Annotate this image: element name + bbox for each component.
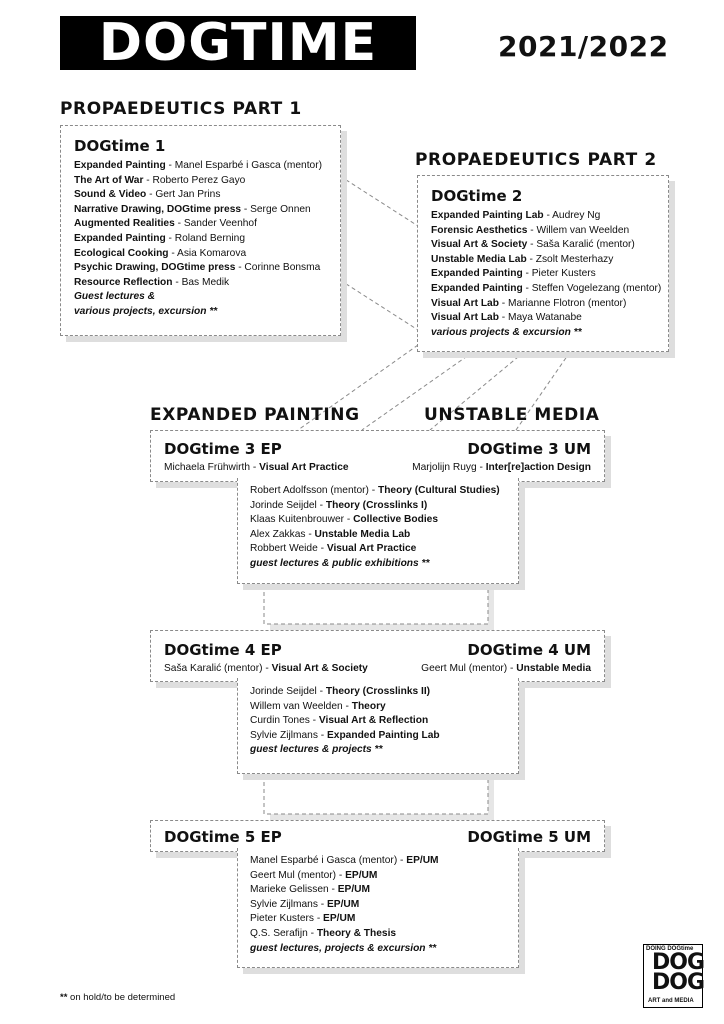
dogtime-5-um-title: DOGtime 5 UM: [467, 828, 591, 846]
list-item: Willem van Weelden - Theory: [250, 700, 386, 712]
list-item: Expanded Painting - Roland Berning: [74, 232, 245, 244]
section-propaedeutics-1: PROPAEDEUTICS PART 1: [60, 99, 302, 119]
dogtime-3-ep-title: DOGtime 3 EP: [164, 440, 282, 458]
list-item: Robbert Weide - Visual Art Practice: [250, 543, 417, 555]
list-item: Jorinde Seijdel - Theory (Crosslinks II): [250, 686, 431, 697]
list-item: Forensic Aesthetics - Willem van Weelden: [431, 224, 630, 236]
dogtime-1-title: DOGtime 1: [74, 137, 166, 155]
dogtime-4-list: [250, 685, 440, 758]
dogtime-5-ep-title: DOGtime 5 EP: [164, 828, 282, 846]
badge-mark: DOG DOG: [652, 950, 705, 995]
badge-top-text: DOING DOGtime: [646, 946, 694, 952]
section-unstable-media: UNSTABLE MEDIA: [424, 405, 600, 425]
dogtime-1-list: [74, 159, 322, 320]
footnote: ** on hold/to be determined: [60, 992, 176, 1003]
list-item: Klaas Kuitenbrouwer - Collective Bodies: [250, 514, 439, 526]
dogtime-2-list: [431, 209, 661, 340]
list-item: Ecological Cooking - Asia Komarova: [74, 247, 247, 259]
dogtime-4-ep-line: Saša Karalić (mentor) - Visual Art & Society: [164, 663, 368, 674]
dogtime-4-ep-title: DOGtime 4 EP: [164, 641, 282, 659]
dogtime-4-um-line: Geert Mul (mentor) - Unstable Media: [421, 663, 591, 674]
list-item: Robert Adolfsson (mentor) - Theory (Cultural Studies): [250, 485, 500, 496]
section-propaedeutics-2: PROPAEDEUTICS PART 2: [415, 150, 657, 170]
dogtime-logo: DOGTIME: [60, 16, 416, 70]
list-item: Sylvie Zijlmans - EP/UM: [250, 898, 360, 910]
list-item: Sylvie Zijlmans - Expanded Painting Lab: [250, 729, 440, 741]
extra-note: guest lectures & projects **: [250, 744, 383, 756]
list-item: Expanded Painting - Steffen Vogelezang (mentor): [431, 282, 662, 294]
dogtime-3-um-line: Marjolijn Ruyg - Inter[re]action Design: [412, 462, 591, 473]
list-item: Augmented Realities - Sander Veenhof: [74, 218, 257, 230]
dogtime-2-title: DOGtime 2: [431, 187, 523, 205]
list-item: Sound & Video - Gert Jan Prins: [74, 189, 221, 201]
list-item: Q.S. Serafijn - Theory & Thesis: [250, 927, 397, 939]
list-item: Curdin Tones - Visual Art & Reflection: [250, 715, 429, 727]
dogtime-5-list: [250, 854, 439, 956]
extra-note: various projects & excursion **: [431, 326, 582, 338]
list-item: Marieke Gelissen - EP/UM: [250, 884, 371, 896]
list-item: Visual Art & Society - Saša Karalić (mentor): [431, 239, 635, 251]
dogtime-1-box: [60, 125, 341, 336]
list-item: The Art of War - Roberto Perez Gayo: [74, 174, 246, 186]
extra-note: Guest lectures &: [74, 291, 155, 303]
extra-note: various projects, excursion **: [74, 305, 218, 317]
list-item: Expanded Painting - Pieter Kusters: [431, 268, 596, 280]
list-item: Psychic Drawing, DOGtime press - Corinne Bonsma: [74, 262, 321, 274]
list-item: Expanded Painting Lab - Audrey Ng: [431, 210, 601, 221]
list-item: Resource Reflection - Bas Medik: [74, 276, 230, 288]
academic-year: 2021/2022: [498, 30, 669, 63]
list-item: Geert Mul (mentor) - EP/UM: [250, 869, 378, 881]
list-item: Narrative Drawing, DOGtime press - Serge Onnen: [74, 203, 311, 215]
extra-note: guest lectures & public exhibitions **: [250, 557, 430, 569]
badge-bottom-text: ART and MEDIA: [648, 998, 694, 1004]
list-item: Manel Esparbé i Gasca (mentor) - EP/UM: [250, 855, 439, 866]
list-item: Visual Art Lab - Maya Watanabe: [431, 312, 582, 324]
dogtime-3-ep-line: Michaela Frühwirth - Visual Art Practice: [164, 462, 349, 473]
list-item: Alex Zakkas - Unstable Media Lab: [250, 528, 411, 540]
dogtime-3-list: [250, 484, 500, 572]
list-item: Expanded Painting - Manel Esparbé i Gasca (mentor): [74, 160, 322, 171]
dogtime-4-um-title: DOGtime 4 UM: [467, 641, 591, 659]
dogtime-3-um-title: DOGtime 3 UM: [467, 440, 591, 458]
extra-note: guest lectures, projects & excursion **: [250, 942, 437, 954]
dogtime-2-box: [417, 175, 669, 352]
list-item: Visual Art Lab - Marianne Flotron (mentor): [431, 297, 627, 309]
section-expanded-painting: EXPANDED PAINTING: [150, 405, 360, 425]
list-item: Jorinde Seijdel - Theory (Crosslinks I): [250, 499, 428, 511]
list-item: Pieter Kusters - EP/UM: [250, 913, 356, 925]
list-item: Unstable Media Lab - Zsolt Mesterhazy: [431, 253, 614, 265]
